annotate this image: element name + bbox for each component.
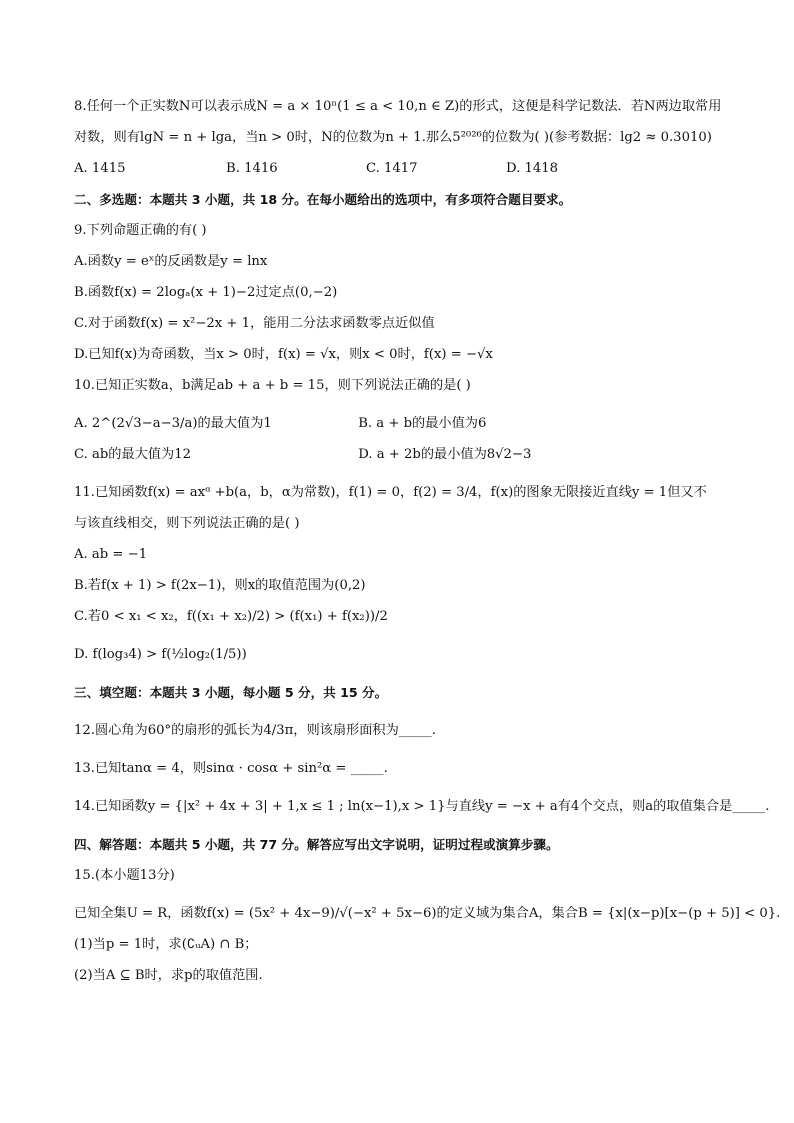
option-d: D. 1418	[506, 161, 559, 176]
question-10-options-cd	[74, 446, 734, 464]
question-8-options	[74, 160, 734, 178]
question-9-option-a: A.函数y = eˣ的反函数是y = lnx	[74, 254, 268, 269]
question-11-line-2: 与该直线相交，则下列说法正确的是( )	[74, 516, 300, 531]
option-b: B. 1416	[226, 161, 278, 176]
question-9-stem: 9.下列命题正确的有( )	[74, 223, 207, 238]
question-15-part-2: (2)当A ⊆ B时，求p的取值范围.	[74, 968, 263, 983]
question-8-line-2: 对数，则有lgN = n + lga，当n > 0时，N的位数为n + 1.那么5²⁰²⁶的位数为( )(参考数据：lg2 ≈ 0.3010)	[74, 130, 712, 145]
section-multi-choice-heading: 二、多选题：本题共 3 小题，共 18 分。在每小题给出的选项中，有多项符合题目要求。	[74, 192, 572, 207]
section-answer-heading: 四、解答题：本题共 5 小题，共 77 分。解答应写出文字说明，证明过程或演算步骤。	[74, 837, 559, 852]
question-13: 13.已知tanα = 4，则sinα · cosα + sin²α = _____.	[74, 761, 388, 776]
section-fill-blank-heading: 三、填空题：本题共 3 小题，每小题 5 分，共 15 分。	[74, 685, 388, 700]
question-15-heading: 15.(本小题13分)	[74, 868, 175, 883]
question-11-option-d: D. f(log₃4) > f(½log₂(1/5))	[74, 647, 247, 662]
question-10-option-b: B. a + b的最小值为6	[358, 416, 487, 431]
question-14: 14.已知函数y = {|x² + 4x + 3| + 1,x ≤ 1 ; ln(x−1),x > 1}与直线y = −x + a有4个交点，则a的取值集合是_____.	[74, 799, 770, 814]
question-12: 12.圆心角为60°的扇形的弧长为4/3π，则该扇形面积为_____.	[74, 723, 436, 738]
exam-page	[74, 98, 781, 985]
question-10-option-d: D. a + 2b的最小值为8√2−3	[358, 447, 532, 462]
question-8-line-1: 8.任何一个正实数N可以表示成N = a × 10ⁿ(1 ≤ a < 10,n ∈ Z)的形式，这便是科学记数法．若N两边取常用	[74, 99, 722, 114]
question-10-option-a: A. 2^(2√3−a−3/a)的最大值为1	[74, 416, 272, 431]
question-11-option-a: A. ab = −1	[74, 547, 148, 562]
question-9-option-b: B.函数f(x) = 2logₐ(x + 1)−2过定点(0,−2)	[74, 285, 338, 300]
question-10-options-ab	[74, 415, 734, 433]
question-15-body: 已知全集U = R，函数f(x) = (5x² + 4x−9)/√(−x² + 5x−6)的定义域为集合A，集合B = {x|(x−p)[x−(p + 5)] < 0}.	[74, 906, 781, 921]
question-9-option-c: C.对于函数f(x) = x²−2x + 1，能用二分法求函数零点近似值	[74, 316, 435, 331]
option-c: C. 1417	[366, 161, 418, 176]
question-15-part-1: (1)当p = 1时，求(∁ᵤA) ∩ B；	[74, 937, 258, 952]
question-11-option-b: B.若f(x + 1) > f(2x−1)，则x的取值范围为(0,2)	[74, 578, 366, 593]
question-11-line-1: 11.已知函数f(x) = axᵅ +b(a，b，α为常数)，f(1) = 0，f(2) = 3/4，f(x)的图象无限接近直线y = 1但又不	[74, 485, 707, 500]
question-11-option-c: C.若0 < x₁ < x₂，f((x₁ + x₂)/2) > (f(x₁) + f(x₂))/2	[74, 609, 388, 624]
option-a: A. 1415	[74, 161, 126, 176]
question-10-option-c: C. ab的最大值为12	[74, 447, 192, 462]
question-10-stem: 10.已知正实数a，b满足ab + a + b = 15，则下列说法正确的是( )	[74, 378, 471, 393]
question-9-option-d: D.已知f(x)为奇函数，当x > 0时，f(x) = √x，则x < 0时，f(x) = −√x	[74, 347, 493, 362]
